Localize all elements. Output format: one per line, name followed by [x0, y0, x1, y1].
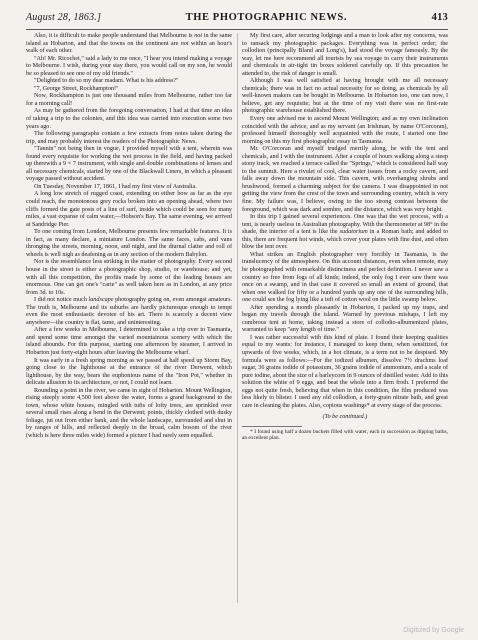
article-paragraph: Now, Rockhampton is just one thousand miles from Melbourne, rather too far for a morning call! — [26, 93, 232, 107]
article-paragraph: As may be gathered from the foregoing conversation, I had at that time an idea of taking a trip to the colonies, and this idea was carried into execution some two years ago. — [26, 108, 232, 130]
article-paragraph: Mr. O'Corcoran and myself trudged merrily along, he with the tent and chemicals, and I with the instrument. After a couple of hours walking along a steep stony track, we reached a terrace called the "Springs," which is considered half way to the summit. Here a rivulet of cool, clear water issues from a rocky cavern, and falls away down the mountain side. This cavern, with overhanging shrubs and brushwood, formed a charming subject for the camera. I was disappointed in not getting the view from the crest of the town and surrounding country, which is very fine. My failure was, I believe, owing to the too strong contrast between the foreground, which was dark and sombre, and the distance, which was very bright. — [242, 146, 448, 213]
issue-date: August 28, 1863.] — [26, 12, 102, 23]
article-paragraph: I was rather successful with this kind of plate. I found their keeping qualities equal to my wants: for instance, I managed to keep them, when sensitized, for upwards of five weeks, which, in a hot climate, is a term not to be despised. My formula were as follows:—For the iodized albumen, dissolve 7½ drachms loaf sugar, 36 grains iodide of potassium, 36 grains iodide of ammonium, and a scale of pure iodine, about the size of a barleycorn in 9 ounces of distilled water. Add to this solution the white of 9 eggs, and beat the whole into a firm froth. I preferred the eggs not quite fresh, believing that when in this condition, the film produced was less likely to blister. I used any old collodion, a forty-grain nitrate bath, and great care in cleaning the plates. Also, copious washings* at every stage of the process. — [242, 334, 448, 409]
article-paragraph: After spending a month pleasantly in Hobarton, I packed up my traps, and began my travels through the island. Warned by previous mishaps, I left my cumbrous tent at home, taking instead a store of collodio-albumenized plates, warranted to keep "any length of time." — [242, 304, 448, 334]
article-paragraph: Every one advised me to ascend Mount Wellington; and as my own inclination coincided with the advice, and as my servant (an Irishman, by name O'Corcoran), professed himself thoroughly well acquainted with the route, I started one fine morning on this my first photographic essay in Tasmania. — [242, 116, 448, 145]
article-paragraph: In this trip I gained several experiences. One was that the wet process, with a tent, is nearly useless in Australian photography. With the thermometer at 98° in the shade, the interior of a tent is like the sudatorium in a Roman bath; and added to this, there are frequent hot winds, which cover your plates with fine dust, and often blow the tent over. — [242, 214, 449, 251]
article-paragraph: "Delighted to do so my dear madam. What is his address?" — [34, 78, 179, 85]
article-paragraph: What strikes an English photographer very forcibly in Tasmania, is the translucency of the atmosphere. On this account distances, even when remote, may be photographed with remarkable distinctness and perfect definition. I never saw a country so free from fogs of all kinds; indeed, the only fog I ever saw there was once on a swamp, and in that case it covered so small an extent of ground, that when one walked for fifty or a hundred yards up any one of the surrounding hills, one could see the fog lying like a tuft of cotton wool on the little swamp below. — [242, 251, 448, 304]
article-paragraph: It was early in a fresh spring morning as we passed at half speed up Storm Bay, going close to the lighthouse at the entrance of the river Derwent, which lighthouse, by the way, bears the euphonious name of the "Iron Pot," whether in delicate allusion to its architecture, or not, I could not learn. — [26, 357, 232, 387]
article-paragraph: My first care, after securing lodgings and a man to look after my concerns, was to ransack my photographic packages. Everything was in perfect order; the collodion (principally Bland and Long's), had stood the voyage famously. By the way, let me here recommend all tourists by sea voyage to carry their instruments and chemicals in air-tight tin boxes soldered carefully up. If this precaution be attended to, the risk of danger is small. — [242, 33, 448, 77]
publication-title: THE PHOTOGRAPHIC NEWS. — [185, 12, 348, 23]
page-number: 413 — [431, 12, 448, 23]
article-paragraph: A long low stretch of rugged coast, extending on either bow as far as the eye could reach, the monotonous grey rocks broken into an opening ahead, where two cliffs formed the gate posts of a line of surf, inside which could be seen for many miles, a vast expanse of calm water,—Hobson's Bay. The same evening, we arrived at Sandridge Pier. — [26, 191, 232, 228]
article-paragraph: After a few weeks in Melbourne, I determined to take a trip over to Tasmania, and spend some time amongst the varied mountainous scenery with which the island abounds. For this purpose, starting one afternoon by steamer, I arrived in Hobarton just forty-eight hours after leaving the Melbourne wharf. — [26, 327, 232, 356]
footnote-rule — [242, 426, 302, 427]
right-column — [242, 33, 448, 442]
article-paragraph: To one coming from London, Melbourne presents few remarkable features. It is in fact, as many declare, a miniature London. The same faces, cabs, and vans thronging the streets, morning, noon, and night, and the diurnal clatter and roll of wheels is well nigh as deafening as in any section of the modern Babylon. — [26, 229, 232, 258]
article-paragraph: I did not notice much landscape photography going on, even amongst amateurs. The truth is, Melbourne and its suburbs are hardly picturesque enough to tempt even the most enthusiastic devotee of his art. There is scarcely a decent view anywhere—the country is flat, tame, and uninteresting. — [26, 297, 233, 326]
article-paragraph: On Tuesday, November 17, 1861, I had my first view of Australia. — [34, 183, 197, 190]
header-rule — [26, 29, 448, 30]
article-paragraph: Rounding a point in the river, we came in sight of Hobarton. Mount Wellington, rising steeply some 4,500 feet above the water, forms a grand background to the town, whose white houses, mingled with tufts of lofty trees, are sprinkled over several small rises along a bend in the Derwent; points, thickly clothed with dusky foliage, jut out from either bank, and the whole landscape, surrounded and shut in by ranges of hills, and reflected deeply in the broad, calm bosom of the river (which is here three miles wide) formed a picture I had rarely seen equalled. — [26, 387, 232, 439]
article-paragraph: "Tannin" not being then in vogue, I provided myself with a tent, wherein was found every requisite for working the wet process in the field, and having packed up therewith a 9 × 7 instrument, with single and double combinations of lenses and all necessary chemicals, started by one of the Blackwall Liners, in which a pleasant voyage passed without accident. — [26, 146, 232, 183]
article-paragraph: Also, it is difficult to make people understand that Melbourne is not in the same island as Hobarton, and that the towns on the continent are not within an hour's walk of each other. — [26, 33, 232, 55]
article-paragraph: Although I was well satisfied at having brought with me all necessary chemicals; there was in fact no actual necessity for so doing, as chemicals by all well-known makers can be bought in Melbourne. In Hobarton too, one can now, I believe, get any requisite; but at the time of my visit there was no first-rate photographic warehouse established there. — [242, 78, 448, 115]
digitized-watermark: Digitized by Google — [403, 627, 464, 634]
left-column — [26, 33, 232, 441]
article-paragraph: "Ah! Mr. Ricochet," said a lady to me once, "I hear you intend making a voyage to Melbourne. I wish, during your stay there, you would call on my son, he would be so pleased to see one of my old friends." — [26, 55, 232, 77]
column-divider — [237, 33, 238, 603]
footnote: * I found using half a dozen buckets filled with water, each in succession as dipping baths, an excellent plan. — [242, 428, 448, 442]
page-header — [26, 12, 448, 28]
article-paragraph: "7, George Street, Rockhampton!" — [34, 85, 119, 92]
article-paragraph: The following paragraphs contain a few extracts from notes taken during the trip, and may probably interest the readers of the Photographic News. — [26, 131, 232, 145]
article-paragraph: Nor is the resemblance less striking in the matter of photography. Every second house in the street is either a photographic shop, studio, or warehouse; and yet, with all this competition, the profits made by some of the leading houses are enormous. One can get one's "carte" as well taken here as in London, at any price from 3d. to 10s. — [26, 259, 232, 296]
continued-label: (To be continued.) — [322, 414, 368, 421]
